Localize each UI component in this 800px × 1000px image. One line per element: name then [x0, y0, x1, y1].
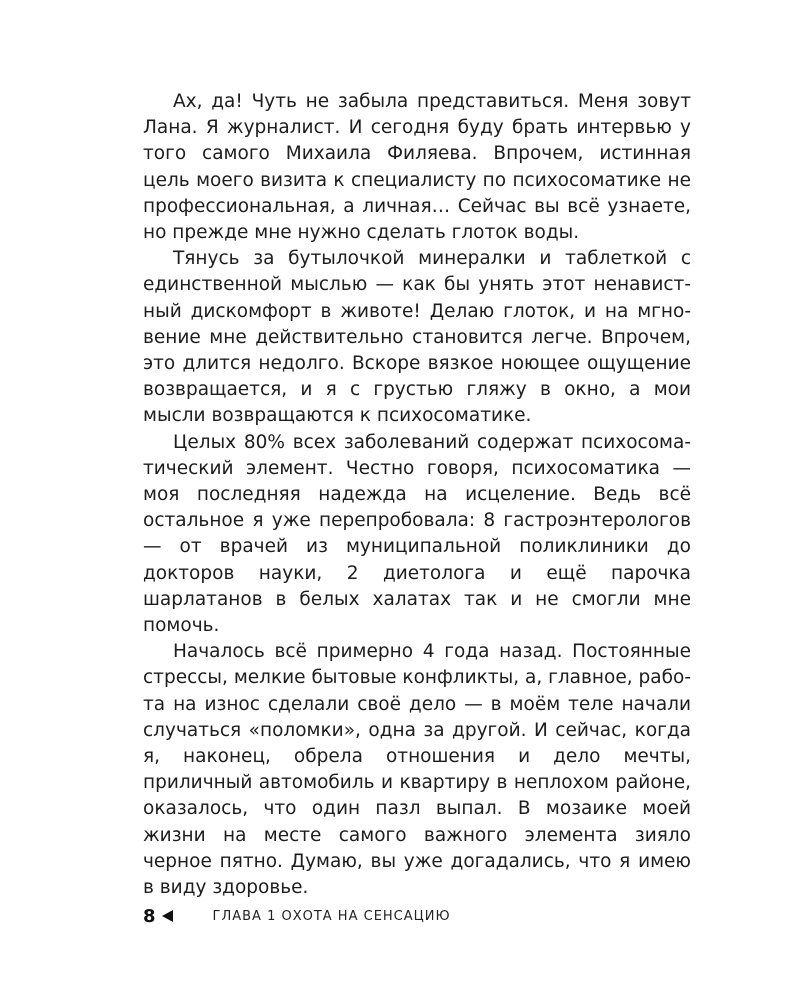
chapter-title: ГЛАВА 1 ОХОТА НА СЕНСАЦИЮ — [212, 908, 451, 924]
left-triangle-icon — [162, 910, 173, 922]
paragraph-4: Началось всё примерно 4 года назад. Постоянные стрессы, мелкие бытовые конфликты, а, главное, работа на износ сделали своё дело — в моём теле начали случаться «поломки», одна за другой. И сейчас, когда я, наконец, обрела отношения и дело мечты, приличный автомобиль и квартиру в неплохом районе, оказалось, что один пазл выпал. В мозаике моей жизни на месте самого важного элемента зияло черное пятно. Думаю, вы уже догадались, что я имею в виду здоровье. — [143, 641, 691, 899]
paragraph-1: Ах, да! Чуть не забыла представиться. Меня зовут Лана. Я журналист. И сегодня буду брать интервью у того самого Михаила Филяева. Впрочем, истинная цель моего визита к специалисту по психосоматике не профессиональная, а личная… Сейчас вы всё узнаете, но прежде мне нужно сделать глоток воды. — [143, 91, 691, 244]
page-footer — [143, 903, 451, 929]
body-text — [143, 89, 691, 901]
page-number: 8 — [143, 905, 156, 927]
paragraph-3: Целых 80% всех заболеваний содержат психосоматический элемент. Честно говоря, психосоматика — моя последняя надежда на исцеление. Ведь всё остальное я уже перепробовала: 8 гастроэнтерологов — от врачей из муниципальной поликлиники до докторов науки, 2 диетолога и ещё парочка шарлатанов в белых халатах так и не смогли мне помочь. — [143, 431, 691, 637]
paragraph-2: Тянусь за бутылочкой минералки и таблеткой с единственной мыслью — как бы унять этот ненавистный дискомфорт в животе! Делаю глоток, и на мгновение мне действительно становится легче. Впрочем, это длится недолго. Вскоре вязкое ноющее ощущение возвращается, и я с грустью гляжу в окно, а мои мысли возвращаются к психосоматике. — [143, 248, 691, 427]
